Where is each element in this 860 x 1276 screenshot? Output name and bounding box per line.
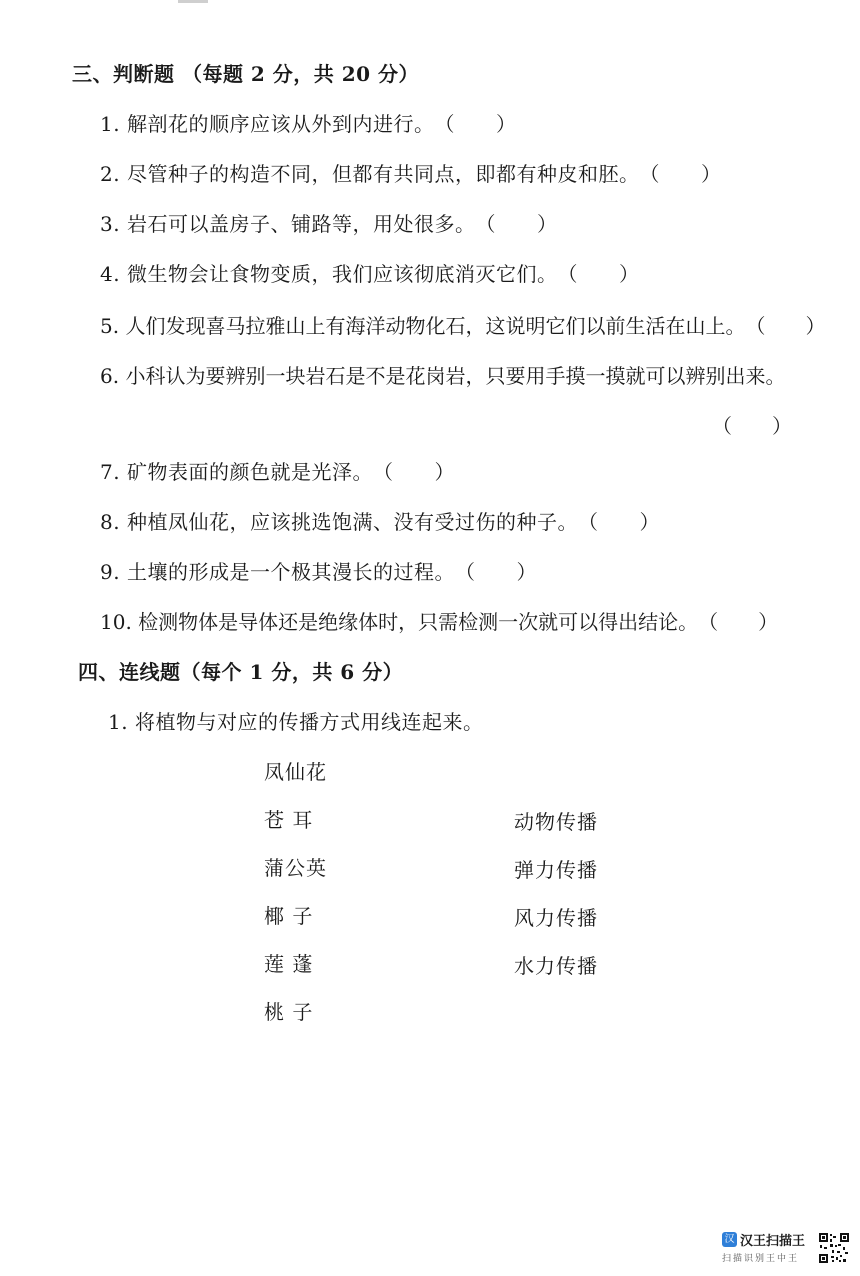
question-text: 4. 微生物会让食物变质，我们应该彻底消灭它们。 — [100, 262, 558, 286]
question-text: 6. 小科认为要辨别一块岩石是不是花岗岩，只要用手摸一摸就可以辨别出来。 — [100, 364, 786, 388]
question-10 — [100, 606, 778, 635]
scan-mark — [178, 0, 208, 3]
question-3 — [100, 208, 557, 237]
answer-blank[interactable]: （ ） — [712, 414, 792, 438]
answer-blank[interactable]: （ ） — [745, 314, 826, 338]
question-2 — [100, 158, 721, 187]
question-text: 3. 岩石可以盖房子、铺路等，用处很多。 — [100, 212, 476, 236]
section-4-heading: 四、连线题（每个 1 分，共 6 分） — [78, 660, 404, 684]
scanner-logo-icon: 汉 — [722, 1232, 737, 1247]
answer-blank[interactable]: （ ） — [454, 560, 537, 584]
question-4 — [100, 258, 639, 287]
method-item[interactable]: 弹力传播 — [514, 858, 598, 882]
question-9 — [100, 556, 537, 585]
answer-blank[interactable]: （ ） — [372, 460, 455, 484]
plant-item[interactable]: 蒲公英 — [264, 856, 327, 880]
answer-blank[interactable]: （ ） — [434, 112, 517, 136]
question-text: 7. 矿物表面的颜色就是光泽。 — [100, 460, 373, 484]
scanner-watermark — [718, 1230, 852, 1268]
matching-instruction: 1. 将植物与对应的传播方式用线连起来。 — [108, 710, 484, 734]
question-text: 1. 解剖花的顺序应该从外到内进行。 — [100, 112, 435, 136]
question-text: 9. 土壤的形成是一个极其漫长的过程。 — [100, 560, 455, 584]
answer-blank[interactable]: （ ） — [639, 162, 722, 186]
scanner-brand-name: 汉王扫描王 — [740, 1234, 806, 1249]
answer-blank[interactable]: （ ） — [577, 510, 660, 534]
question-text: 8. 种植凤仙花，应该挑选饱满、没有受过伤的种子。 — [100, 510, 578, 534]
answer-blank[interactable]: （ ） — [475, 212, 558, 236]
question-8 — [100, 506, 660, 535]
answer-blank[interactable]: （ ） — [698, 610, 779, 634]
plant-item[interactable]: 苍 耳 — [264, 808, 314, 832]
answer-blank[interactable]: （ ） — [557, 262, 640, 286]
question-text: 10. 检测物体是导体还是绝缘体时，只需检测一次就可以得出结论。 — [100, 610, 699, 634]
scanner-brand-subtitle: 扫描识别王中王 — [722, 1254, 800, 1264]
question-1 — [100, 108, 516, 137]
question-text: 2. 尽管种子的构造不同，但都有共同点，即都有种皮和胚。 — [100, 162, 640, 186]
plant-item[interactable]: 椰 子 — [264, 904, 314, 928]
plant-item[interactable]: 凤仙花 — [264, 760, 327, 784]
question-5 — [100, 310, 825, 339]
method-item[interactable]: 水力传播 — [514, 954, 598, 978]
plant-item[interactable]: 莲 蓬 — [264, 952, 314, 976]
question-7 — [100, 456, 455, 485]
method-item[interactable]: 风力传播 — [514, 906, 598, 930]
plant-item[interactable]: 桃 子 — [264, 1000, 314, 1024]
question-text: 5. 人们发现喜马拉雅山上有海洋动物化石，这说明它们以前生活在山上。 — [100, 314, 746, 338]
qr-code-icon — [818, 1232, 850, 1264]
section-3-heading: 三、判断题 （每题 2 分，共 20 分） — [72, 62, 420, 86]
question-6 — [100, 360, 785, 389]
method-item[interactable]: 动物传播 — [514, 810, 598, 834]
